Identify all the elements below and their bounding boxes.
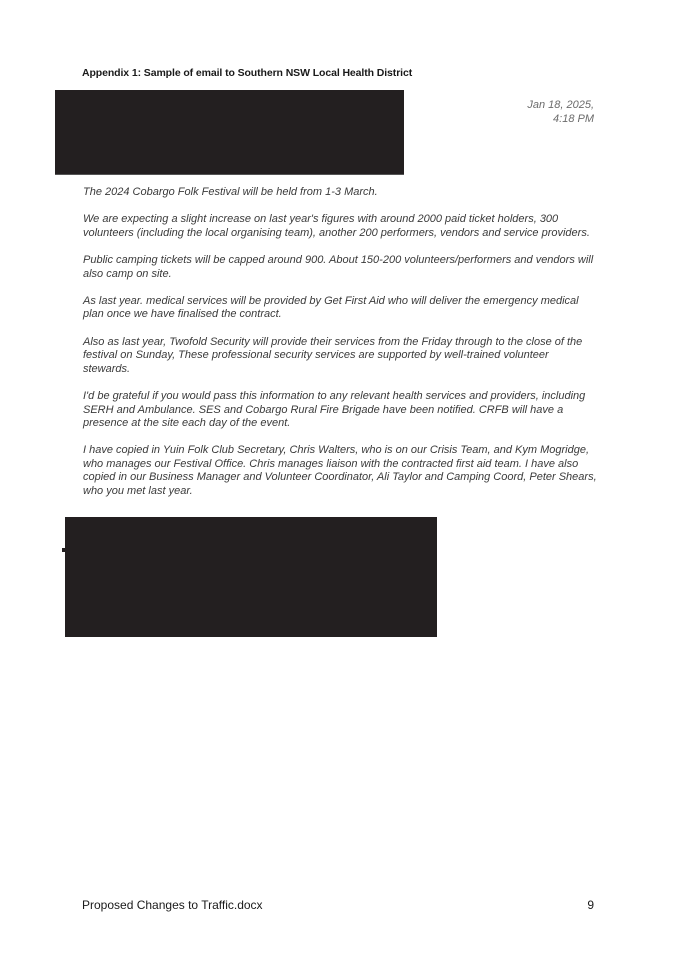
email-paragraph: The 2024 Cobargo Folk Festival will be held from 1-3 March. — [83, 186, 378, 198]
email-time: 4:18 PM — [553, 113, 594, 125]
redacted-sender-block — [55, 90, 404, 175]
redacted-signature-block — [65, 517, 437, 637]
page-footer — [82, 898, 594, 912]
footer-page-number: 9 — [587, 898, 594, 912]
email-body — [83, 186, 598, 512]
email-paragraph: Also as last year, Twofold Security will provide their services from the Friday through to the close of the festival on Sunday, These professional security services are supported by well-trained volunteer stewards. — [83, 335, 583, 375]
email-timestamp — [527, 98, 594, 126]
email-paragraph: As last year. medical services will be provided by Get First Aid who will deliver the emergency medical plan once we have finalised the contract. — [83, 294, 579, 321]
email-date: Jan 18, 2025, — [527, 99, 594, 111]
footer-filename: Proposed Changes to Traffic.docx — [82, 898, 263, 912]
appendix-heading: Appendix 1: Sample of email to Southern NSW Local Health District — [82, 67, 413, 79]
email-paragraph: Public camping tickets will be capped around 900. About 150-200 volunteers/performers and vendors will also camp on site. — [83, 253, 594, 280]
email-paragraph: We are expecting a slight increase on last year's figures with around 2000 paid ticket holders, 300 volunteers (including the local organising team), another 200 performers, vendors and service providers. — [83, 213, 590, 239]
email-paragraph: I have copied in Yuin Folk Club Secretary, Chris Walters, who is on our Crisis Team, and Kym Mogridge, who manages our Festival Office. Chris manages liaison with the contracted first aid team. I have also copied in our Business Manager and Volunteer Coordinator, Ali Taylor and Camping Coord, Peter Shears, who you met last year. — [83, 444, 597, 498]
email-paragraph: I'd be grateful if you would pass this information to any relevant health services and providers, including SERH and Ambulance. SES and Cobargo Rural Fire Brigade have been notified. CRFB will have a presence at the site each day of the event. — [83, 389, 586, 430]
